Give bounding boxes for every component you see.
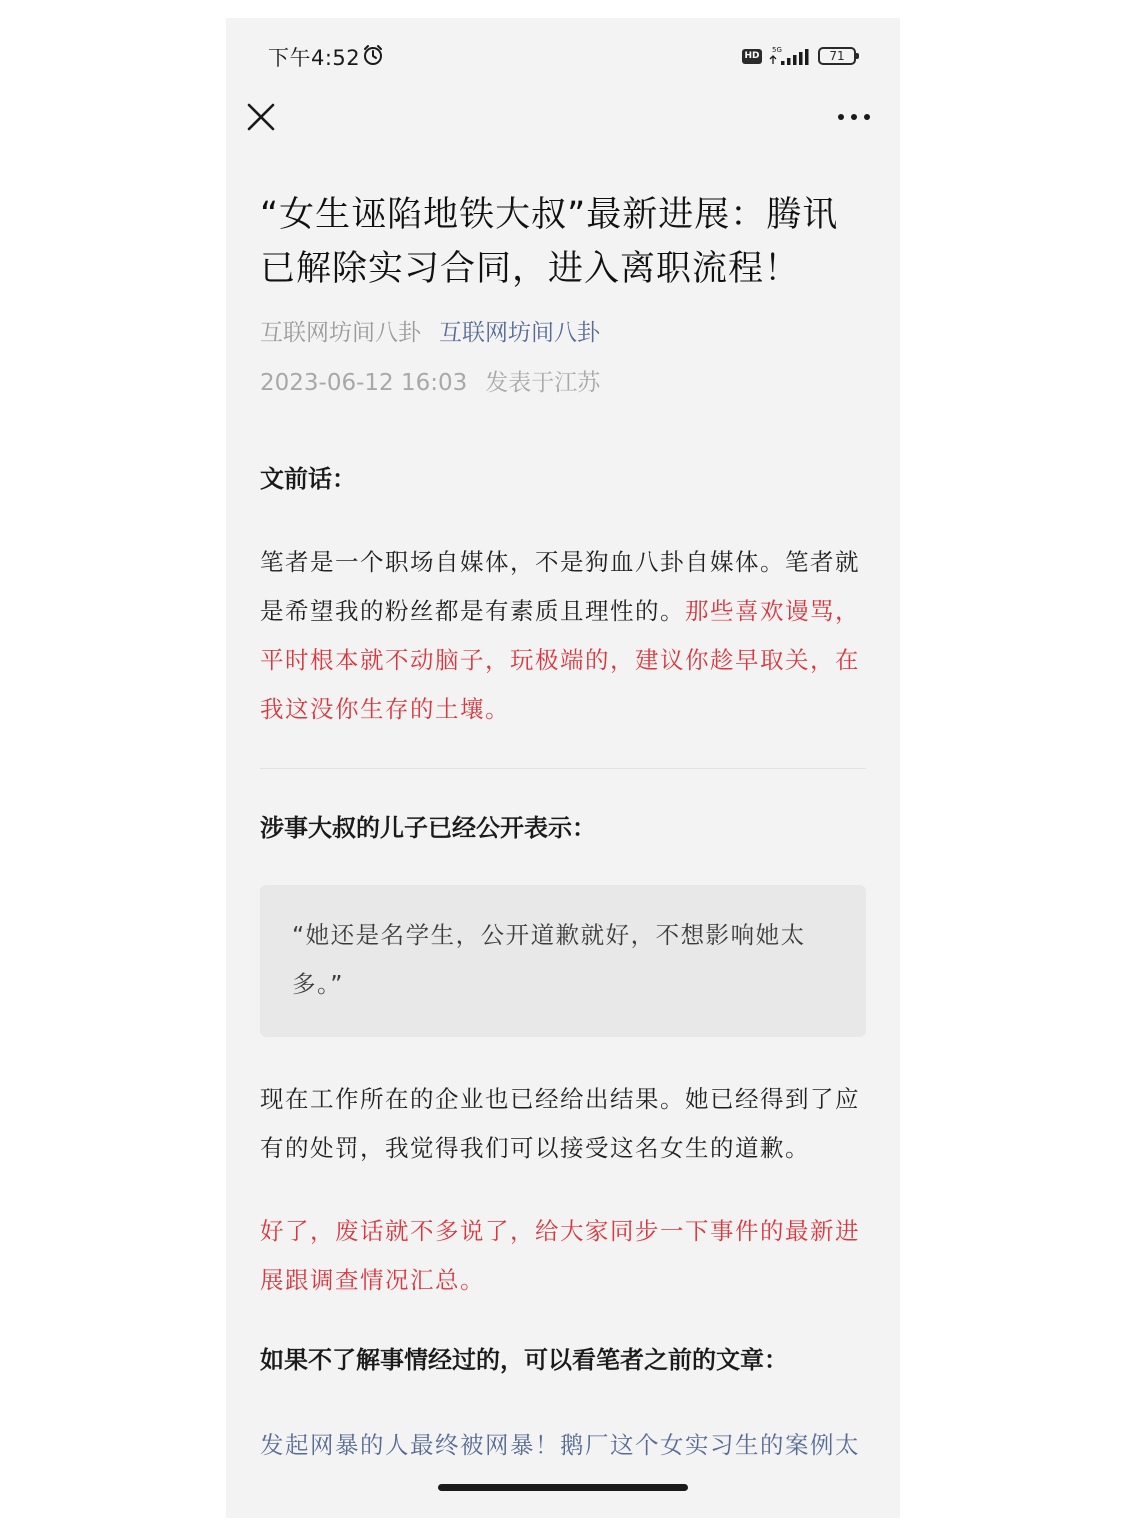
battery-icon — [818, 47, 856, 65]
hd-badge: HD — [742, 49, 762, 64]
alarm-icon — [362, 44, 384, 66]
author-name: 互联网坊间八卦 — [260, 320, 421, 346]
battery-level: 71 — [829, 49, 845, 63]
son-statement-heading: 涉事大叔的儿子已经公开表示： — [260, 814, 596, 842]
signal-icon — [768, 45, 810, 67]
previous-article-heading: 如果不了解事情经过的，可以看笔者之前的文章： — [260, 1346, 788, 1374]
network-label: 5G — [772, 46, 782, 54]
summary-red-paragraph: 好了，废话就不多说了，给大家同步一下事件的最新进展跟调查情况汇总。 — [260, 1217, 860, 1294]
publish-location: 发表于江苏 — [485, 370, 601, 396]
publish-info — [260, 368, 866, 398]
home-indicator[interactable] — [438, 1484, 688, 1491]
more-icon[interactable] — [836, 106, 872, 128]
quote-block: “她还是名学生，公开道歉就好，不想影响她太多。” — [260, 885, 866, 1037]
account-link[interactable]: 互联网坊间八卦 — [439, 320, 600, 346]
status-bar — [226, 18, 900, 94]
article-body — [260, 188, 866, 1518]
close-icon[interactable] — [244, 100, 278, 134]
preface-text: 笔者是一个职场自媒体，不是狗血八卦自媒体。笔者就是希望我的粉丝都是有素质且理性的。 — [260, 548, 860, 625]
article-title: “女生诬陷地铁大叔”最新进展：腾讯已解除实习合同，进入离职流程！ — [260, 195, 839, 289]
result-paragraph: 现在工作所在的企业也已经给出结果。她已经得到了应有的处罚，我觉得我们可以接受这名女生的道歉。 — [260, 1085, 860, 1162]
preface-red-text: 那些喜欢谩骂，平时根本就不动脑子，玩极端的，建议你趁早取关，在我这没你生存的土壤。 — [260, 597, 860, 723]
status-indicators — [742, 44, 856, 68]
author-row — [260, 318, 866, 348]
status-time: 下午4:52 — [268, 46, 361, 70]
previous-article-link[interactable]: 发起网暴的人最终被网暴！鹅厂这个女实习生的案例太 — [260, 1431, 860, 1459]
publish-date: 2023-06-12 16:03 — [260, 370, 468, 396]
nav-bar — [226, 94, 900, 140]
section-divider — [260, 768, 866, 769]
preface-paragraph — [260, 538, 866, 734]
preface-heading: 文前话： — [260, 465, 356, 493]
phone-screen — [226, 18, 900, 1518]
